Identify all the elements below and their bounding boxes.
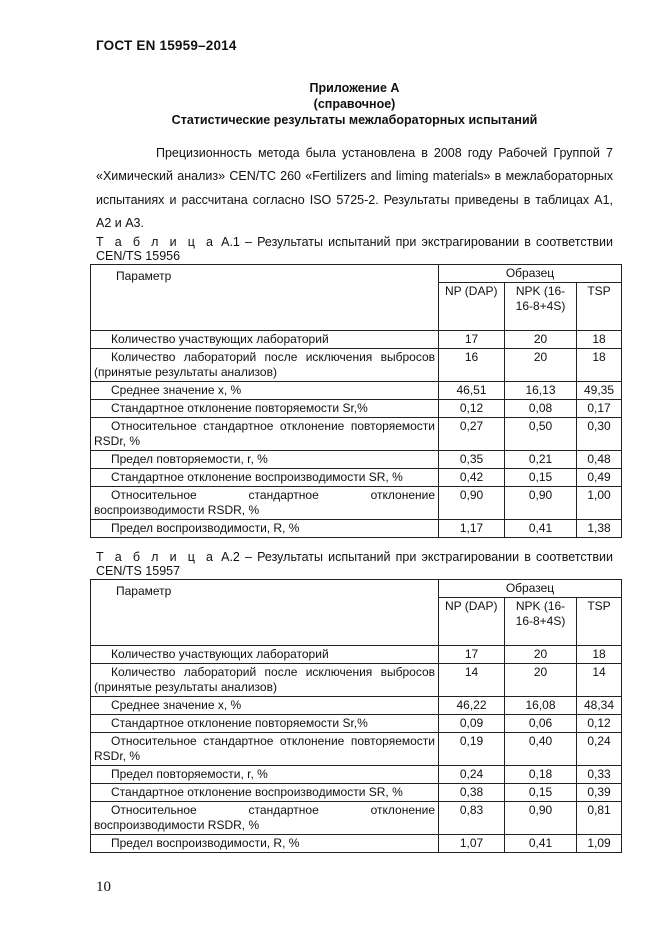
npk-value: 20	[505, 664, 577, 697]
npk-value: 0,41	[505, 835, 577, 853]
tsp-value: 0,81	[577, 802, 622, 835]
tsp-value: 0,33	[577, 766, 622, 784]
param-cell	[91, 520, 439, 538]
param-cell	[91, 451, 439, 469]
table-row	[91, 382, 622, 400]
appendix-status: (справочное)	[313, 97, 396, 111]
npk-value: 0,90	[505, 487, 577, 520]
npk-value: 0,08	[505, 400, 577, 418]
np-value: 46,22	[439, 697, 505, 715]
np-value: 0,19	[439, 733, 505, 766]
param-cell	[91, 487, 439, 520]
npk-value: 0,50	[505, 418, 577, 451]
table2-caption-text: А.2 – Результаты испытаний при экстрагировании в соответствии CEN/TS 15957	[96, 550, 613, 578]
np-value: 0,24	[439, 766, 505, 784]
table2-caption	[96, 550, 613, 578]
table-row	[91, 469, 622, 487]
param-cell	[91, 400, 439, 418]
param-cell	[91, 469, 439, 487]
param-cell	[91, 349, 439, 382]
tsp-value: 0,49	[577, 469, 622, 487]
appendix-heading	[0, 80, 661, 128]
tsp-value: 0,17	[577, 400, 622, 418]
npk-value: 0,15	[505, 784, 577, 802]
param-label: Относительное стандартное отклонение воспроизводимости RSDR, %	[94, 488, 435, 517]
param-label: Среднее значение x, %	[111, 698, 242, 712]
param-cell	[91, 802, 439, 835]
npk-value: 20	[505, 646, 577, 664]
param-label: Относительное стандартное отклонение повторяемости RSDr, %	[94, 734, 435, 763]
np-value: 14	[439, 664, 505, 697]
tsp-value: 18	[577, 349, 622, 382]
intro-paragraph	[96, 142, 613, 235]
npk-value: 0,90	[505, 802, 577, 835]
param-cell	[91, 733, 439, 766]
table1-body	[91, 331, 622, 538]
npk-value: 0,18	[505, 766, 577, 784]
tsp-value: 0,30	[577, 418, 622, 451]
table-row	[91, 646, 622, 664]
table-row	[91, 697, 622, 715]
results-table-1	[90, 264, 622, 538]
param-label: Предел повторяемости, r, %	[111, 452, 268, 466]
tsp-value: 1,38	[577, 520, 622, 538]
param-cell	[91, 418, 439, 451]
np-value: 0,90	[439, 487, 505, 520]
param-label: Относительное стандартное отклонение повторяемости RSDr, %	[94, 419, 435, 448]
table1-np-header: NP (DAP)	[439, 283, 505, 331]
table-row	[91, 733, 622, 766]
tsp-value: 48,34	[577, 697, 622, 715]
table1-caption-prefix: Т а б л и ц а	[96, 235, 216, 249]
param-cell	[91, 835, 439, 853]
appendix-subtitle: Статистические результаты межлабораторных испытаний	[171, 113, 538, 127]
tsp-value: 49,35	[577, 382, 622, 400]
np-value: 46,51	[439, 382, 505, 400]
table-row	[91, 766, 622, 784]
table-row	[91, 664, 622, 697]
tsp-value: 0,12	[577, 715, 622, 733]
npk-value: 0,40	[505, 733, 577, 766]
table-row	[91, 784, 622, 802]
param-cell	[91, 784, 439, 802]
param-label: Количество лабораторий после исключения выбросов (принятые результаты анализов)	[94, 665, 435, 694]
param-cell	[91, 646, 439, 664]
table2-body	[91, 646, 622, 853]
param-label: Предел воспроизводимости, R, %	[111, 521, 300, 535]
table-row	[91, 349, 622, 382]
param-cell	[91, 331, 439, 349]
npk-value: 16,13	[505, 382, 577, 400]
npk-value: 20	[505, 331, 577, 349]
param-cell	[91, 766, 439, 784]
param-label: Относительное стандартное отклонение воспроизводимости RSDR, %	[94, 803, 435, 832]
np-value: 0,09	[439, 715, 505, 733]
document-code: ГОСТ EN 15959–2014	[96, 38, 237, 53]
table-row	[91, 520, 622, 538]
results-table-2	[90, 579, 622, 853]
np-value: 0,38	[439, 784, 505, 802]
table-row	[91, 802, 622, 835]
npk-value: 20	[505, 349, 577, 382]
tsp-value: 18	[577, 646, 622, 664]
table-row	[91, 487, 622, 520]
np-value: 17	[439, 646, 505, 664]
np-value: 1,17	[439, 520, 505, 538]
table-row	[91, 418, 622, 451]
intro-text: Прецизионность метода была установлена в 2008 году Рабочей Группой 7 «Химический анализ» CEN/TC 260 «Fertilizers and liming materials» в межлабораторных испытаниях и рассчитана согласно ISO 5725-2. Результаты приведены в таблицах А1, А2 и А3.	[96, 146, 613, 230]
tsp-value: 0,39	[577, 784, 622, 802]
param-cell	[91, 697, 439, 715]
npk-value: 16,08	[505, 697, 577, 715]
npk-value: 0,06	[505, 715, 577, 733]
npk-value: 0,15	[505, 469, 577, 487]
param-label: Количество участвующих лабораторий	[111, 647, 329, 661]
param-label: Стандартное отклонение повторяемости Sr,%	[111, 401, 368, 415]
npk-value: 0,41	[505, 520, 577, 538]
np-value: 1,07	[439, 835, 505, 853]
table1-caption-text: А.1 – Результаты испытаний при экстрагировании в соответствии CEN/TS 15956	[96, 235, 613, 263]
tsp-value: 0,48	[577, 451, 622, 469]
table2-npk-header: NPK (16-16-8+4S)	[505, 598, 577, 646]
table2-np-header: NP (DAP)	[439, 598, 505, 646]
tsp-value: 1,00	[577, 487, 622, 520]
np-value: 17	[439, 331, 505, 349]
npk-value: 0,21	[505, 451, 577, 469]
tsp-value: 0,24	[577, 733, 622, 766]
tsp-value: 1,09	[577, 835, 622, 853]
table-row	[91, 400, 622, 418]
np-value: 16	[439, 349, 505, 382]
table-row	[91, 451, 622, 469]
tsp-value: 14	[577, 664, 622, 697]
appendix-title: Приложение А	[309, 81, 400, 95]
tsp-value: 18	[577, 331, 622, 349]
param-label: Предел повторяемости, r, %	[111, 767, 268, 781]
table2-caption-prefix: Т а б л и ц а	[96, 550, 216, 564]
np-value: 0,35	[439, 451, 505, 469]
np-value: 0,42	[439, 469, 505, 487]
page-number: 10	[96, 879, 111, 895]
param-label: Среднее значение x, %	[111, 383, 242, 397]
np-value: 0,83	[439, 802, 505, 835]
param-cell	[91, 382, 439, 400]
table-row	[91, 715, 622, 733]
table2-tsp-header: TSP	[577, 598, 622, 646]
table2-param-header: Параметр	[91, 580, 439, 646]
param-label: Стандартное отклонение повторяемости Sr,%	[111, 716, 368, 730]
param-label: Количество лабораторий после исключения выбросов (принятые результаты анализов)	[94, 350, 435, 379]
table1-sample-header: Образец	[439, 265, 622, 283]
np-value: 0,12	[439, 400, 505, 418]
param-cell	[91, 664, 439, 697]
table1-param-header: Параметр	[91, 265, 439, 331]
table-row	[91, 835, 622, 853]
param-label: Стандартное отклонение воспроизводимости SR, %	[111, 470, 403, 484]
param-label: Стандартное отклонение воспроизводимости SR, %	[111, 785, 403, 799]
np-value: 0,27	[439, 418, 505, 451]
param-cell	[91, 715, 439, 733]
param-label: Количество участвующих лабораторий	[111, 332, 329, 346]
table-row	[91, 331, 622, 349]
table1-caption	[96, 235, 613, 263]
table1-tsp-header: TSP	[577, 283, 622, 331]
table2-sample-header: Образец	[439, 580, 622, 598]
table1-npk-header: NPK (16-16-8+4S)	[505, 283, 577, 331]
param-label: Предел воспроизводимости, R, %	[111, 836, 300, 850]
